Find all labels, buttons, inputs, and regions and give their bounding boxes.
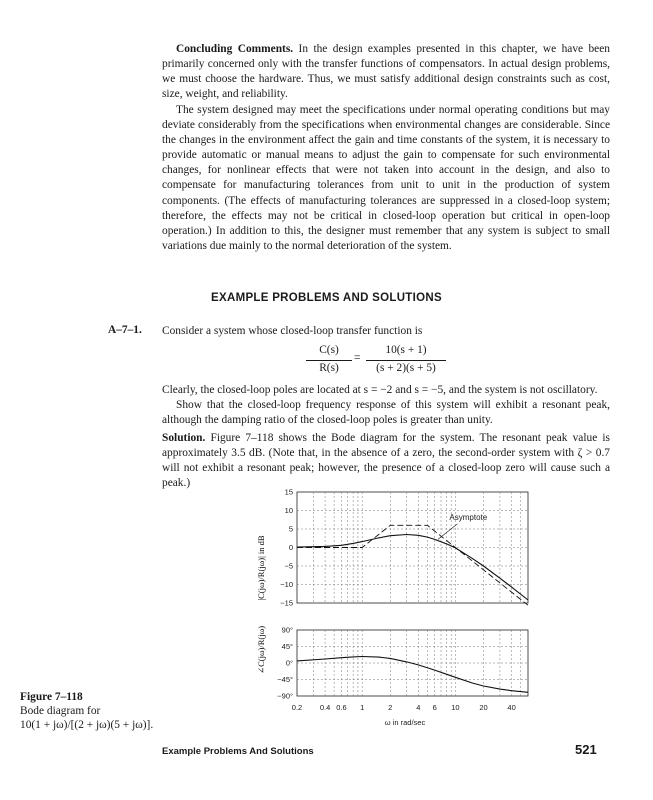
- magnitude-y-tick-label: −15: [280, 598, 293, 608]
- section-heading: EXAMPLE PROBLEMS AND SOLUTIONS: [211, 292, 442, 304]
- phase-y-axis-label: ∠C(jω)/R(jω): [256, 625, 266, 675]
- magnitude-y-tick-label: 5: [288, 524, 293, 534]
- poles-paragraph: Clearly, the closed-loop poles are located at s = −2 and s = −5, and the system is not oscillatory.: [162, 384, 598, 396]
- phase-y-tick-label: 0°: [285, 658, 293, 668]
- figure-caption-line1: Bode diagram for: [20, 705, 101, 717]
- x-tick-label: 4: [416, 703, 421, 712]
- x-tick-label: 0.4: [319, 703, 331, 712]
- asymptote-annotation: Asymptote: [449, 512, 488, 522]
- magnitude-y-tick-label: −10: [280, 580, 293, 590]
- concluding-title: Concluding Comments.: [176, 43, 294, 55]
- x-tick-label: 6: [432, 703, 437, 712]
- magnitude-y-tick-label: 15: [284, 487, 293, 497]
- problem-label: A–7–1.: [108, 324, 142, 336]
- magnitude-y-axis-label: |C(jω)/R(jω)| in dB: [256, 535, 266, 601]
- phase-y-tick-label: −45°: [277, 675, 293, 685]
- magnitude-exact-curve: [297, 535, 528, 601]
- phase-y-tick-label: 45°: [281, 642, 293, 652]
- asymptote-leader-line: [438, 524, 457, 540]
- x-axis-label: ω in rad/sec: [384, 718, 426, 727]
- concluding-text: In the design examples presented in this chapter, we have been primarily concerned only with the transfer functions of compensators. In actual design problems, we must choose the hardware. Thus, we must satisfy additional design constraints such as cost, size, weight, and reliability.: [162, 43, 610, 101]
- figure-caption: [20, 690, 153, 732]
- solution-label: Solution.: [162, 432, 206, 444]
- magnitude-y-tick-label: 10: [284, 506, 293, 516]
- phase-curve: [297, 657, 528, 693]
- figure-number: Figure 7–118: [20, 691, 83, 703]
- equation-rhs-numerator: 10(s + 1): [385, 344, 427, 356]
- page-number: 521: [575, 742, 597, 757]
- equation-lhs-numerator: C(s): [319, 344, 339, 356]
- magnitude-plot: [280, 488, 528, 608]
- x-tick-label: 10: [451, 703, 460, 712]
- magnitude-y-tick-label: 0: [288, 543, 293, 553]
- problem-intro: Consider a system whose closed-loop transfer function is: [162, 325, 423, 337]
- phase-y-tick-label: 90°: [281, 625, 293, 635]
- magnitude-y-tick-label: −5: [284, 561, 293, 571]
- show-paragraph: Show that the closed-loop frequency response of this system will exhibit a resonant peak, although the damping ratio of the closed-loop poles is greater than unity.: [162, 399, 610, 427]
- x-tick-label: 1: [360, 703, 365, 712]
- equation-lhs-denominator: R(s): [319, 362, 339, 374]
- footer-title: Example Problems And Solutions: [162, 746, 314, 757]
- phase-y-tick-label: −90°: [277, 691, 293, 701]
- x-tick-label: 20: [479, 703, 488, 712]
- x-tick-label: 0.6: [336, 703, 347, 712]
- equation-rhs-denominator: (s + 2)(s + 5): [376, 362, 436, 374]
- equals-sign: =: [354, 352, 361, 364]
- x-tick-label: 40: [507, 703, 516, 712]
- environment-paragraph: The system designed may meet the specifications under normal operating conditions but may deviate considerably from the specifications when environmental changes are considerable. Since the changes in the environment affect the gain and time constants of the system, it is necessary to provide automatic or manual means to adjust the gain to compensate for such environmental changes, for nonlinear effects that were not taken into account in the design, and also to compensate for manufacturing tolerances from unit to unit in the production of system components. (The effects of manufacturing tolerances are suppressed in a closed-loop system; therefore, the effects may not be critical in closed-loop operation but critical in open-loop operation.) In addition to this, the designer must remember that any system is subject to small variations due mainly to the normal deterioration of the system.: [162, 104, 610, 252]
- magnitude-asymptote-curve: [297, 525, 528, 605]
- x-axis-ticks: [292, 703, 516, 712]
- x-tick-label: 2: [388, 703, 393, 712]
- solution-text: Figure 7–118 shows the Bode diagram for the system. The resonant peak value is approximately 3.5 dB. (Note that, in the absence of a zero, the second-order system with ζ > 0.7 will not exhibit a resonant peak; however, the presence of a closed-loop zero will cause such a peak.): [162, 432, 610, 490]
- x-tick-label: 0.2: [291, 703, 303, 712]
- figure-caption-line2: 10(1 + jω)/[(2 + jω)(5 + jω)].: [20, 719, 154, 731]
- phase-plot: [277, 626, 528, 701]
